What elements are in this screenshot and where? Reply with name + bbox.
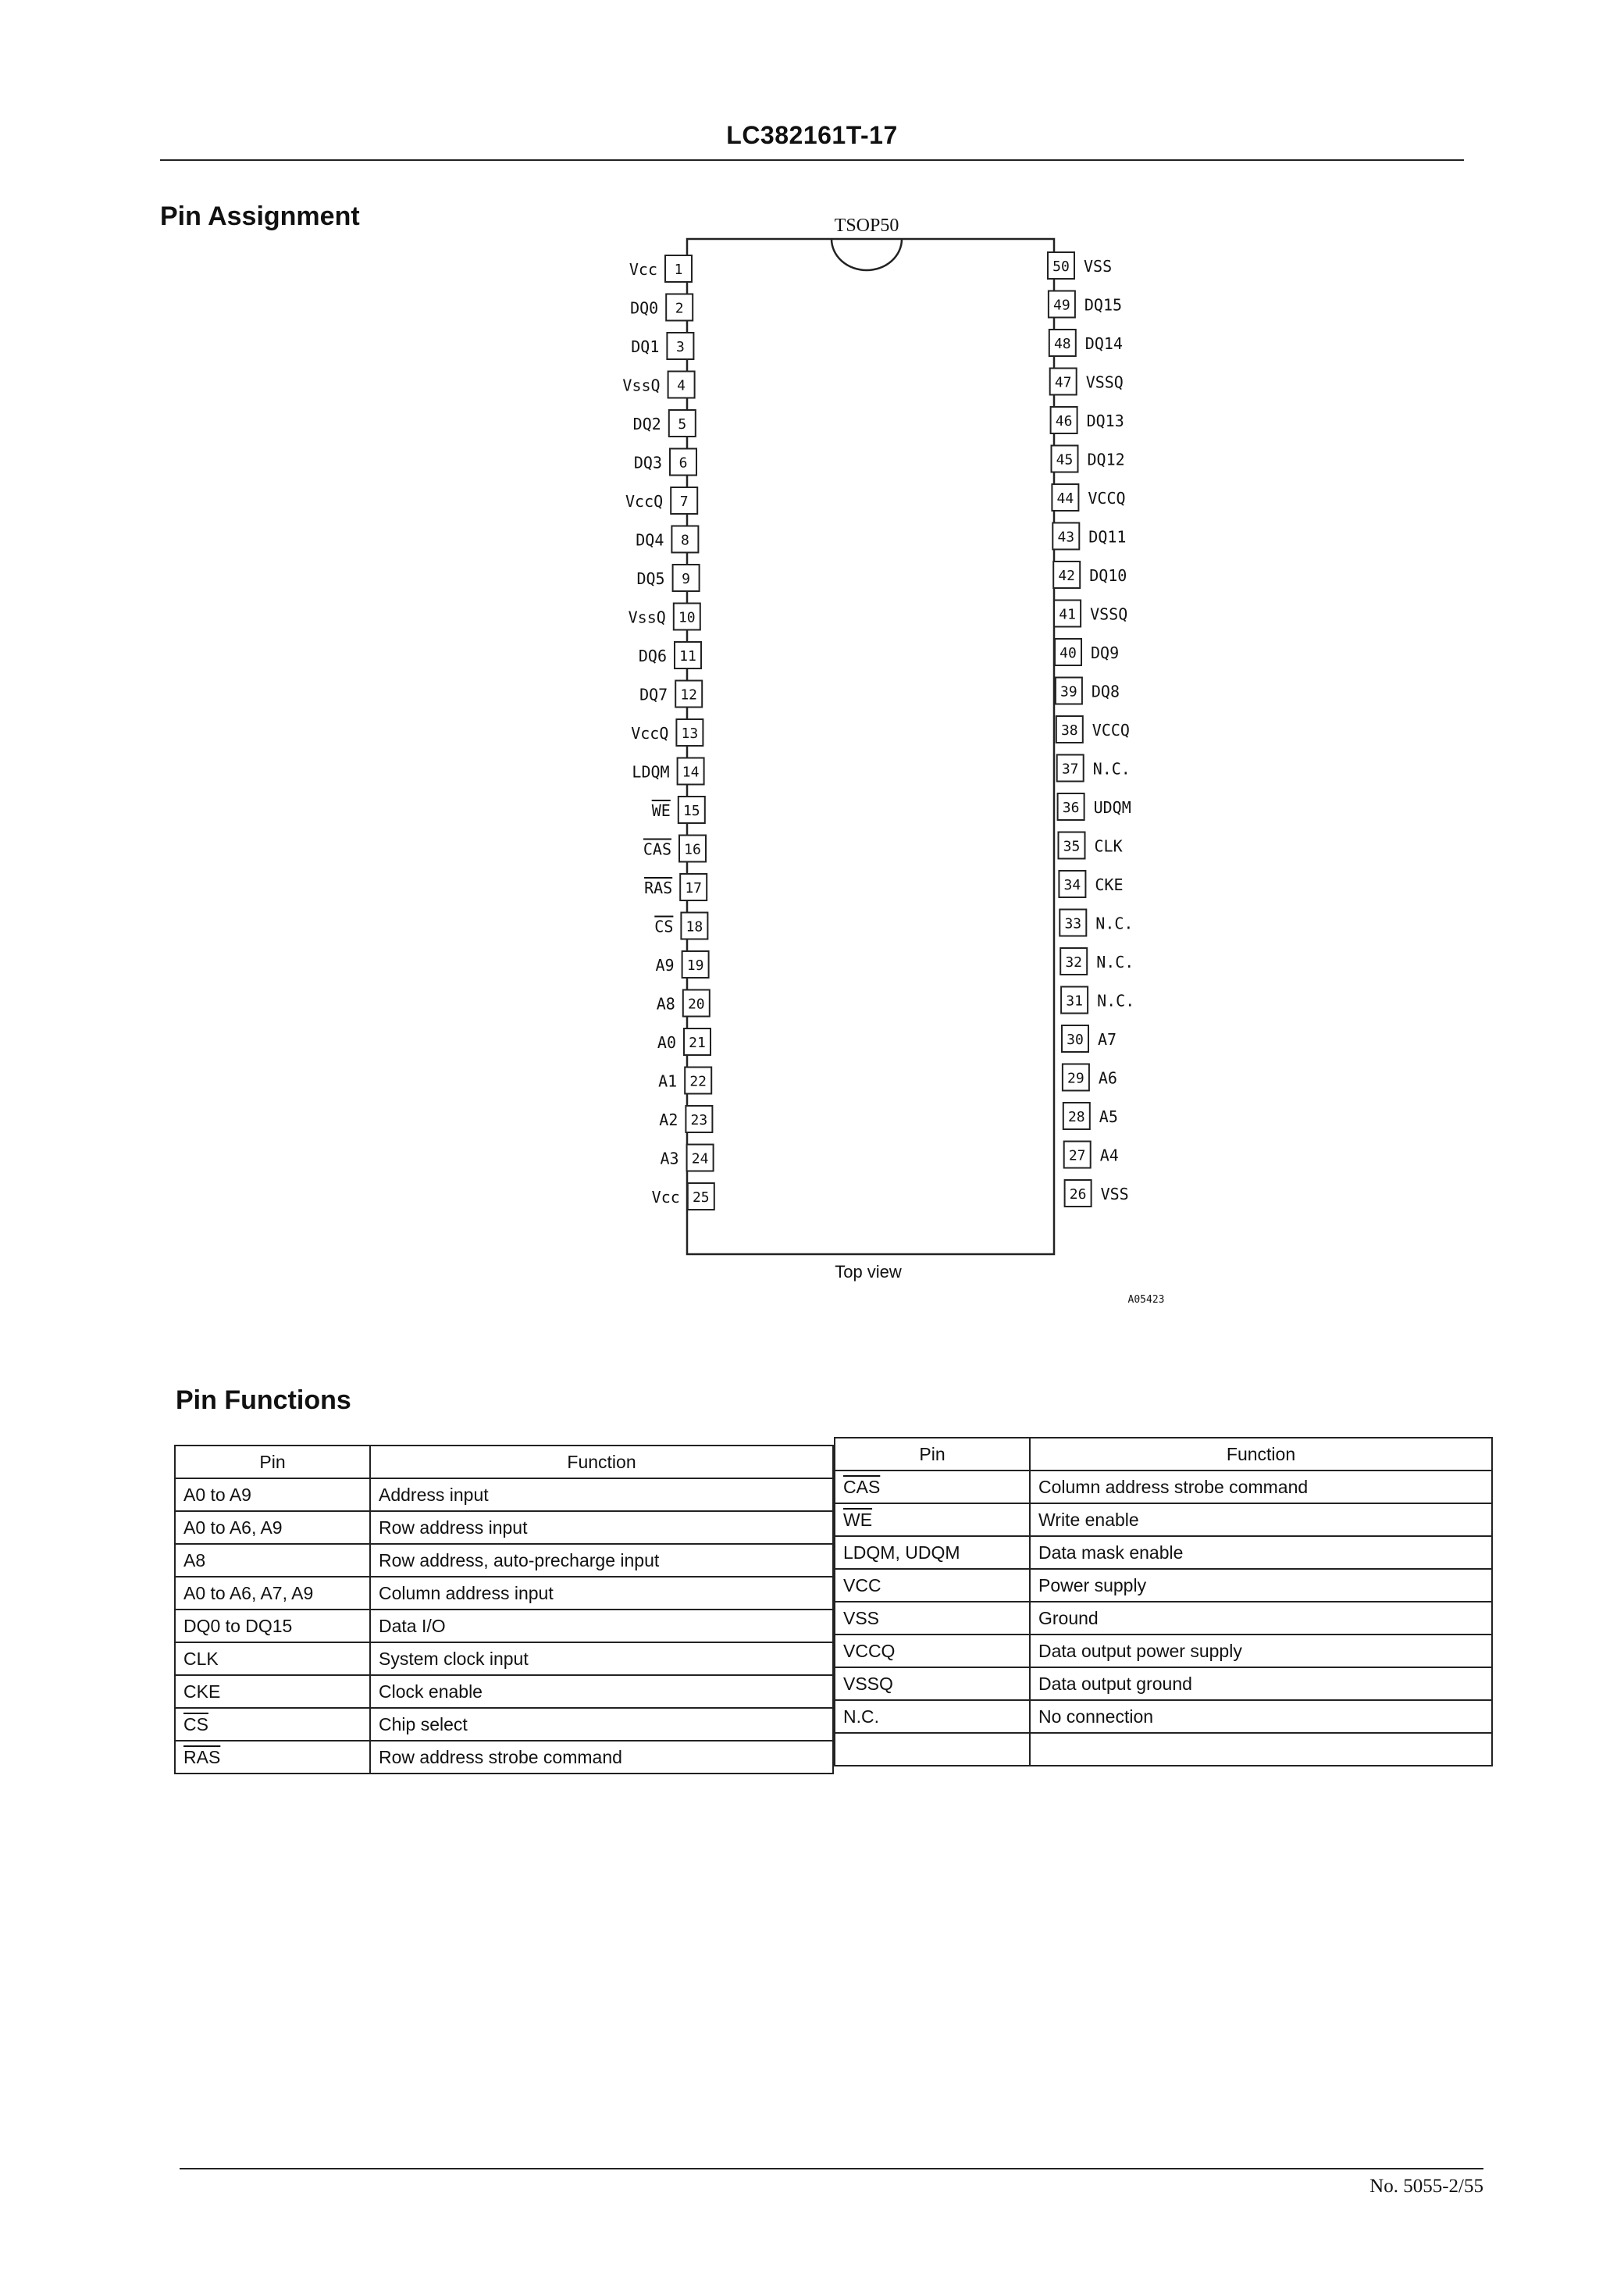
function-cell: No connection xyxy=(1030,1700,1492,1733)
pin-number: 40 xyxy=(1060,645,1077,661)
pin-number: 11 xyxy=(679,648,696,665)
pin-name-label: DQ14 xyxy=(1084,334,1123,353)
pin-cell xyxy=(835,1602,1030,1635)
function-cell: Write enable xyxy=(1030,1503,1492,1536)
pin-name-label: WE xyxy=(651,801,671,820)
pin-name-label: N.C. xyxy=(1097,991,1135,1011)
pin-cell xyxy=(175,1544,370,1577)
pin-cell-text: DQ0 to DQ15 xyxy=(183,1615,293,1636)
pin-name-label: A3 xyxy=(660,1149,679,1168)
table-row xyxy=(835,1569,1492,1602)
pin-name-label: CS xyxy=(654,917,674,936)
pin-cell xyxy=(175,1675,370,1708)
left-pin-column xyxy=(622,255,714,1210)
pin-number: 28 xyxy=(1067,1109,1085,1125)
table-row xyxy=(835,1667,1492,1700)
pin-number: 39 xyxy=(1060,683,1077,701)
table-row xyxy=(835,1471,1492,1503)
pin-cell xyxy=(175,1511,370,1544)
pin-number: 38 xyxy=(1060,722,1078,739)
table-row xyxy=(175,1544,833,1577)
function-cell: Column address input xyxy=(370,1577,833,1610)
pin-name-label: A1 xyxy=(658,1071,678,1091)
pin-number: 32 xyxy=(1065,954,1083,971)
pin-number: 22 xyxy=(689,1073,707,1090)
function-cell: Data mask enable xyxy=(1030,1536,1492,1569)
pin-name-label: VSSQ xyxy=(1090,604,1128,624)
pin-cell xyxy=(835,1503,1030,1536)
pin-name-label: Vcc xyxy=(651,1188,680,1207)
pin-number: 36 xyxy=(1062,800,1080,816)
table-row xyxy=(175,1511,833,1544)
pin-number: 29 xyxy=(1067,1070,1084,1087)
table-row xyxy=(175,1741,833,1774)
pin-cell xyxy=(835,1635,1030,1667)
pin-cell-text: VSS xyxy=(843,1607,880,1628)
pin-name-label: VCCQ xyxy=(1088,489,1126,508)
pin-name-label: DQ1 xyxy=(631,337,660,356)
pin-name-label: A9 xyxy=(655,956,675,975)
function-column-header: Function xyxy=(1030,1438,1492,1471)
pin-cell xyxy=(835,1471,1030,1503)
pin-cell xyxy=(835,1569,1030,1602)
pin-name-label: A2 xyxy=(659,1110,678,1129)
pin-number: 35 xyxy=(1063,838,1081,855)
pin-name-label: DQ9 xyxy=(1091,643,1120,662)
pin-name-label: Vcc xyxy=(629,260,657,279)
pin-number: 50 xyxy=(1052,258,1070,275)
pin-name-label: A5 xyxy=(1099,1107,1118,1126)
pin-number: 42 xyxy=(1058,568,1076,584)
table-header-row xyxy=(175,1446,833,1478)
pin-name-label: A7 xyxy=(1098,1030,1117,1049)
pin-cell xyxy=(835,1700,1030,1733)
pin-number: 31 xyxy=(1066,993,1083,1010)
pin-functions-table-right xyxy=(834,1437,1493,1766)
pin-cell xyxy=(175,1642,370,1675)
pin-number: 44 xyxy=(1056,490,1074,507)
pin-name-label: VccQ xyxy=(631,724,669,743)
pin-number: 43 xyxy=(1057,529,1075,546)
pin-cell xyxy=(835,1536,1030,1569)
function-cell: System clock input xyxy=(370,1642,833,1675)
function-cell: Power supply xyxy=(1030,1569,1492,1602)
pin-number: 6 xyxy=(678,455,688,472)
pin-cell xyxy=(175,1577,370,1610)
pin-name-label: A8 xyxy=(656,994,675,1014)
pin-number: 2 xyxy=(675,300,684,317)
pin-column-header: Pin xyxy=(835,1438,1030,1471)
table-row xyxy=(175,1642,833,1675)
pin-name-label: DQ12 xyxy=(1087,450,1125,469)
pin-functions-table-left xyxy=(174,1445,834,1774)
pin-name-label: DQ7 xyxy=(639,685,668,704)
pin-cell-text: CLK xyxy=(183,1648,219,1669)
pin-cell xyxy=(175,1708,370,1741)
pin-name-label: VssQ xyxy=(622,376,661,395)
table-row xyxy=(175,1577,833,1610)
function-cell: Column address strobe command xyxy=(1030,1471,1492,1503)
pin-number: 19 xyxy=(686,957,704,974)
pin-cell-text: A0 to A6, A9 xyxy=(183,1517,283,1538)
table-row xyxy=(835,1635,1492,1667)
pin-name-label: A0 xyxy=(657,1033,676,1052)
table-row xyxy=(835,1503,1492,1536)
pin-name-label: VSSQ xyxy=(1085,373,1124,392)
pin-cell-text: $\overline{CS}$ xyxy=(183,1713,208,1734)
pin-name-label: N.C. xyxy=(1096,953,1134,971)
pin-name-label: DQ15 xyxy=(1084,295,1123,315)
pin-name-label: VSS xyxy=(1100,1185,1129,1203)
pin1-notch xyxy=(832,239,902,270)
pin-number: 1 xyxy=(674,262,683,278)
pin-functions-heading: Pin Functions xyxy=(176,1385,351,1415)
pin-cell xyxy=(175,1478,370,1511)
function-cell: Row address strobe command xyxy=(370,1741,833,1774)
pin-number: 3 xyxy=(675,339,685,355)
pin-cell xyxy=(175,1610,370,1642)
pin-name-label: RAS xyxy=(644,879,673,897)
table-row xyxy=(835,1733,1492,1766)
pin-number: 25 xyxy=(692,1189,710,1206)
figure-code: A05423 xyxy=(1127,1294,1165,1306)
function-cell: Row address, auto-precharge input xyxy=(370,1544,833,1577)
pin-cell-text: $\overline{CAS}$ xyxy=(843,1476,881,1497)
pin-cell xyxy=(835,1667,1030,1700)
pin-number: 9 xyxy=(682,571,691,587)
function-cell: Row address input xyxy=(370,1511,833,1544)
pin-cell-text: VSSQ xyxy=(843,1673,893,1694)
function-cell: Ground xyxy=(1030,1602,1492,1635)
pin-name-label: UDQM xyxy=(1093,798,1131,817)
pin-cell-text: LDQM, UDQM xyxy=(843,1542,960,1563)
pin-number: 17 xyxy=(685,880,703,897)
table-row xyxy=(175,1708,833,1741)
table-row xyxy=(835,1536,1492,1569)
pin-assignment-heading: Pin Assignment xyxy=(160,201,360,231)
pin-name-label: DQ2 xyxy=(632,415,661,433)
function-cell: Chip select xyxy=(370,1708,833,1741)
package-label: TSOP50 xyxy=(834,216,899,236)
table-row xyxy=(175,1478,833,1511)
pin-number: 20 xyxy=(687,996,705,1013)
pin-number: 10 xyxy=(678,609,696,626)
pin-number: 23 xyxy=(690,1112,708,1128)
pin-cell xyxy=(835,1733,1030,1766)
pin-name-label: DQ13 xyxy=(1086,412,1124,430)
top-view-label: Top view xyxy=(835,1262,902,1282)
pin-number: 4 xyxy=(677,377,686,394)
pin-name-label: VSS xyxy=(1084,257,1113,276)
pin-cell-text: $\overline{RAS}$ xyxy=(183,1746,221,1767)
table-row xyxy=(175,1610,833,1642)
pin-number: 49 xyxy=(1053,297,1070,314)
pin-number: 18 xyxy=(686,918,703,936)
right-pin-column xyxy=(1048,252,1134,1207)
pin-name-label: DQ8 xyxy=(1091,682,1120,701)
pin-column-header: Pin xyxy=(175,1446,370,1478)
pin-name-label: CLK xyxy=(1094,836,1123,856)
pin-cell-text: A0 to A9 xyxy=(183,1484,251,1505)
function-cell: Address input xyxy=(370,1478,833,1511)
pin-name-label: A4 xyxy=(1099,1146,1119,1165)
pin-name-label: DQ4 xyxy=(636,530,664,550)
function-cell: Clock enable xyxy=(370,1675,833,1708)
table-row xyxy=(175,1675,833,1708)
pin-number: 24 xyxy=(691,1150,709,1168)
pin-name-label: DQ3 xyxy=(633,453,662,472)
footer-rule xyxy=(180,2168,1483,2169)
chip-body xyxy=(687,239,1054,1254)
pin-number: 13 xyxy=(681,725,699,742)
pin-name-label: N.C. xyxy=(1092,759,1131,779)
pin-cell-text: VCCQ xyxy=(843,1640,896,1661)
function-cell: Data output ground xyxy=(1030,1667,1492,1700)
pin-number: 47 xyxy=(1054,374,1072,391)
function-column-header: Function xyxy=(370,1446,833,1478)
pin-name-label: CKE xyxy=(1095,875,1124,894)
pin-number: 33 xyxy=(1064,915,1082,932)
pin-name-label: N.C. xyxy=(1095,914,1134,933)
pin-name-label: VssQ xyxy=(628,608,666,627)
pin-number: 27 xyxy=(1068,1147,1086,1164)
pin-cell xyxy=(175,1741,370,1774)
pin-number: 8 xyxy=(680,532,689,549)
pin-cell-text: VCC xyxy=(843,1574,881,1595)
pin-number: 34 xyxy=(1063,877,1081,893)
pin-name-label: A6 xyxy=(1098,1068,1117,1088)
function-cell xyxy=(1030,1733,1492,1766)
pin-cell-text: $\overline{WE}$ xyxy=(843,1509,873,1530)
pin-number: 12 xyxy=(680,686,698,704)
table-header-row xyxy=(835,1438,1492,1471)
pin-number: 46 xyxy=(1055,413,1073,430)
pin-number: 48 xyxy=(1053,336,1071,352)
pin-cell-text: CKE xyxy=(183,1681,221,1702)
pin-name-label: DQ10 xyxy=(1089,566,1127,585)
pin-number: 7 xyxy=(679,494,689,510)
table-row xyxy=(835,1700,1492,1733)
pin-number: 21 xyxy=(689,1035,706,1051)
pin-number: 26 xyxy=(1069,1186,1087,1203)
pin-cell-text: A8 xyxy=(183,1549,206,1570)
pin-name-label: DQ0 xyxy=(630,298,659,318)
pin-name-label: DQ6 xyxy=(638,647,667,665)
table-row xyxy=(835,1602,1492,1635)
pin-name-label: DQ11 xyxy=(1088,527,1127,547)
pin-number: 30 xyxy=(1067,1032,1084,1048)
document-title: LC382161T-17 xyxy=(726,121,898,149)
pin-cell-text: A0 to A6, A7, A9 xyxy=(183,1582,314,1603)
pin-number: 15 xyxy=(682,803,700,819)
function-cell: Data output power supply xyxy=(1030,1635,1492,1667)
pin-name-label: VCCQ xyxy=(1092,721,1130,740)
pin-number: 41 xyxy=(1059,606,1076,623)
pin-number: 16 xyxy=(684,841,701,858)
pin-name-label: DQ5 xyxy=(636,569,665,588)
pin-number: 37 xyxy=(1061,761,1079,778)
pin-number: 45 xyxy=(1056,451,1074,469)
pin-name-label: LDQM xyxy=(632,762,670,782)
pin-name-label: CAS xyxy=(643,840,671,859)
pin-cell-text: N.C. xyxy=(843,1706,879,1727)
pin-number: 14 xyxy=(682,764,700,781)
page-number: No. 5055-2/55 xyxy=(1369,2176,1483,2197)
function-cell: Data I/O xyxy=(370,1610,833,1642)
pin-name-label: VccQ xyxy=(625,492,664,511)
pin-number: 5 xyxy=(678,416,687,433)
